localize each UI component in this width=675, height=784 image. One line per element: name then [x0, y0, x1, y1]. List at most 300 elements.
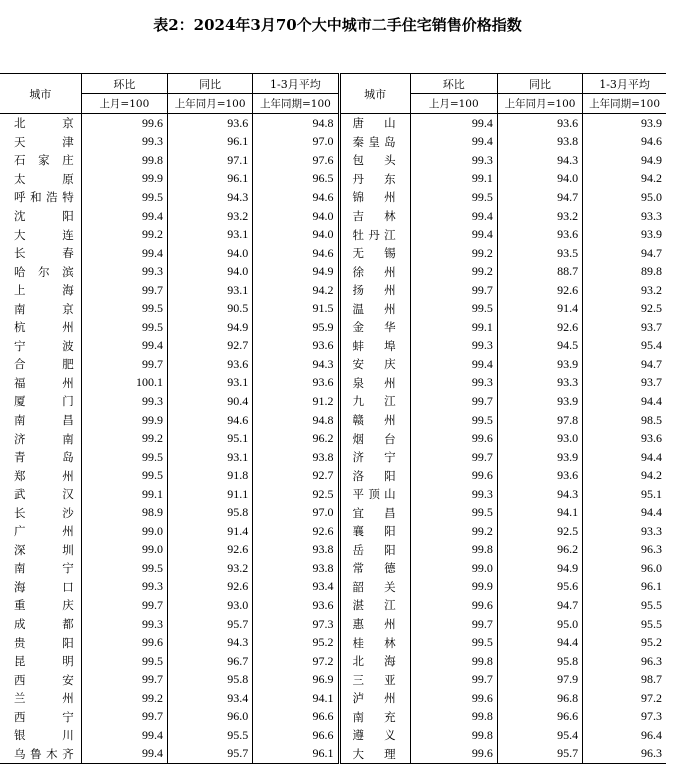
city-cell: 北京: [14, 116, 74, 131]
city-cell: 哈尔滨: [14, 264, 74, 279]
yoy-cell: 93.1: [168, 448, 253, 467]
col-base-mom: 上月=100: [81, 94, 167, 114]
mom-cell: 99.7: [410, 670, 497, 689]
yoy-cell: 93.2: [168, 559, 253, 578]
mom-cell: 99.7: [81, 355, 167, 374]
city-cell: 南昌: [14, 413, 74, 428]
yoy-cell: 92.6: [168, 541, 253, 560]
col-base-avg-right: 上年同期=100: [583, 94, 666, 114]
city-cell: 徐州: [339, 262, 410, 281]
yoy-cell: 92.5: [497, 522, 582, 541]
mom-cell: 99.5: [81, 652, 167, 671]
yoy-cell: 94.6: [168, 411, 253, 430]
city-cell: 银川: [14, 728, 74, 743]
table-row: [0, 670, 666, 689]
avg-cell: 95.9: [253, 318, 339, 337]
mom-cell: 98.9: [81, 503, 167, 522]
table-row: [0, 652, 666, 671]
mom-cell: 99.7: [410, 281, 497, 300]
mom-cell: 99.3: [81, 392, 167, 411]
mom-cell: 99.8: [410, 708, 497, 727]
mom-cell: 99.3: [410, 151, 497, 170]
city-cell: 沈阳: [14, 209, 74, 223]
col-header-city: 城市: [0, 74, 81, 114]
mom-cell: 99.2: [410, 244, 497, 263]
avg-cell: 96.2: [253, 429, 339, 448]
mom-cell: 99.4: [81, 244, 167, 263]
yoy-cell: 95.5: [168, 726, 253, 745]
city-cell: 太原: [14, 171, 74, 186]
table-row: [0, 337, 666, 356]
mom-cell: 99.6: [410, 466, 497, 485]
table-row: [0, 133, 666, 152]
avg-cell: 93.3: [583, 522, 666, 541]
avg-cell: 97.3: [253, 615, 339, 634]
mom-cell: 99.3: [81, 615, 167, 634]
yoy-cell: 96.1: [168, 170, 253, 189]
avg-cell: 97.2: [583, 689, 666, 708]
avg-cell: 94.4: [583, 448, 666, 467]
avg-cell: 96.3: [583, 652, 666, 671]
city-cell: 惠州: [339, 615, 410, 634]
header-row-base: [0, 94, 666, 114]
yoy-cell: 97.9: [497, 670, 582, 689]
yoy-cell: 93.6: [168, 114, 253, 133]
city-cell: 唐山: [339, 114, 410, 133]
mom-cell: 99.5: [81, 559, 167, 578]
mom-cell: 99.6: [81, 114, 167, 133]
mom-cell: 99.2: [410, 262, 497, 281]
table-row: [0, 299, 666, 318]
yoy-cell: 95.6: [497, 578, 582, 597]
col-header-yoy-right: 同比: [497, 74, 582, 94]
yoy-cell: 93.6: [497, 225, 582, 244]
city-cell: 赣州: [339, 411, 410, 430]
city-cell: 宁波: [14, 338, 74, 353]
col-base-yoy: 上年同月=100: [168, 94, 253, 114]
yoy-cell: 94.1: [497, 503, 582, 522]
avg-cell: 96.6: [253, 708, 339, 727]
avg-cell: 96.9: [253, 670, 339, 689]
city-cell: 蚌埠: [339, 337, 410, 356]
yoy-cell: 94.3: [497, 151, 582, 170]
avg-cell: 96.6: [253, 726, 339, 745]
table-row: [0, 559, 666, 578]
yoy-cell: 93.6: [168, 355, 253, 374]
avg-cell: 94.6: [583, 133, 666, 152]
avg-cell: 92.5: [253, 485, 339, 504]
city-cell: 合肥: [14, 357, 74, 372]
city-cell: 襄阳: [339, 522, 410, 541]
yoy-cell: 96.2: [497, 541, 582, 560]
mom-cell: 99.7: [410, 392, 497, 411]
yoy-cell: 93.5: [497, 244, 582, 263]
mom-cell: 99.2: [410, 522, 497, 541]
city-cell: 昆明: [14, 654, 74, 669]
city-cell: 兰州: [14, 691, 74, 706]
avg-cell: 94.8: [253, 114, 339, 133]
yoy-cell: 93.2: [168, 207, 253, 226]
avg-cell: 98.5: [583, 411, 666, 430]
yoy-cell: 95.8: [168, 503, 253, 522]
city-cell: 济南: [14, 431, 74, 446]
table-row: [0, 466, 666, 485]
avg-cell: 93.8: [253, 448, 339, 467]
table-row: [0, 411, 666, 430]
table-row: [0, 188, 666, 207]
city-cell: 三亚: [339, 670, 410, 689]
city-cell: 韶关: [339, 578, 410, 597]
yoy-cell: 95.0: [497, 615, 582, 634]
table-row: [0, 726, 666, 745]
mom-cell: 99.3: [81, 262, 167, 281]
city-cell: 广州: [14, 524, 74, 539]
mom-cell: 99.8: [410, 541, 497, 560]
mom-cell: 99.5: [81, 466, 167, 485]
mom-cell: 99.8: [410, 726, 497, 745]
table-row: [0, 207, 666, 226]
avg-cell: 93.6: [583, 429, 666, 448]
col-header-avg-right: 1-3月平均: [583, 74, 666, 94]
table-row: [0, 429, 666, 448]
avg-cell: 95.2: [253, 633, 339, 652]
city-cell: 深圳: [14, 542, 74, 557]
avg-cell: 93.7: [583, 318, 666, 337]
city-cell: 上海: [14, 283, 74, 298]
table-row: [0, 170, 666, 189]
table-row: [0, 485, 666, 504]
avg-cell: 93.9: [583, 225, 666, 244]
col-header-avg: 1-3月平均: [253, 74, 339, 94]
yoy-cell: 93.0: [168, 596, 253, 615]
city-cell: 包头: [339, 151, 410, 170]
yoy-cell: 93.8: [497, 133, 582, 152]
yoy-cell: 91.8: [168, 466, 253, 485]
avg-cell: 97.0: [253, 133, 339, 152]
mom-cell: 99.5: [81, 188, 167, 207]
avg-cell: 94.4: [583, 392, 666, 411]
city-cell: 南充: [339, 708, 410, 727]
mom-cell: 99.5: [410, 633, 497, 652]
yoy-cell: 96.1: [168, 133, 253, 152]
avg-cell: 94.0: [253, 225, 339, 244]
yoy-cell: 94.0: [168, 262, 253, 281]
city-cell: 呼和浩特: [14, 190, 74, 205]
mom-cell: 99.5: [81, 299, 167, 318]
yoy-cell: 95.1: [168, 429, 253, 448]
yoy-cell: 93.1: [168, 225, 253, 244]
avg-cell: 94.1: [253, 689, 339, 708]
table-row: [0, 244, 666, 263]
city-cell: 锦州: [339, 188, 410, 207]
yoy-cell: 93.9: [497, 448, 582, 467]
yoy-cell: 92.7: [168, 337, 253, 356]
mom-cell: 99.1: [410, 318, 497, 337]
mom-cell: 99.8: [81, 151, 167, 170]
mom-cell: 99.3: [410, 374, 497, 393]
mom-cell: 99.7: [81, 596, 167, 615]
avg-cell: 93.8: [253, 541, 339, 560]
mom-cell: 99.6: [410, 429, 497, 448]
col-header-yoy: 同比: [168, 74, 253, 94]
yoy-cell: 90.5: [168, 299, 253, 318]
city-cell: 无锡: [339, 244, 410, 263]
avg-cell: 93.9: [583, 114, 666, 133]
mom-cell: 99.4: [81, 207, 167, 226]
avg-cell: 98.7: [583, 670, 666, 689]
avg-cell: 94.2: [583, 170, 666, 189]
avg-cell: 96.0: [583, 559, 666, 578]
yoy-cell: 93.6: [497, 114, 582, 133]
avg-cell: 97.0: [253, 503, 339, 522]
col-header-mom: 环比: [81, 74, 167, 94]
table-row: [0, 633, 666, 652]
yoy-cell: 93.4: [168, 689, 253, 708]
city-cell: 杭州: [14, 320, 74, 335]
avg-cell: 94.7: [583, 244, 666, 263]
avg-cell: 93.8: [253, 559, 339, 578]
city-cell: 吉林: [339, 207, 410, 226]
table-row: [0, 615, 666, 634]
avg-cell: 93.7: [583, 374, 666, 393]
yoy-cell: 91.1: [168, 485, 253, 504]
yoy-cell: 94.3: [168, 188, 253, 207]
avg-cell: 94.6: [253, 244, 339, 263]
avg-cell: 94.4: [583, 503, 666, 522]
city-cell: 泸州: [339, 689, 410, 708]
avg-cell: 96.1: [583, 578, 666, 597]
yoy-cell: 95.8: [497, 652, 582, 671]
table-row: [0, 541, 666, 560]
table-row: [0, 596, 666, 615]
mom-cell: 99.8: [410, 652, 497, 671]
yoy-cell: 92.6: [168, 578, 253, 597]
mom-cell: 99.2: [81, 225, 167, 244]
table-row: [0, 578, 666, 597]
mom-cell: 99.5: [81, 448, 167, 467]
yoy-cell: 93.1: [168, 374, 253, 393]
city-cell: 秦皇岛: [339, 133, 410, 152]
mom-cell: 99.6: [410, 596, 497, 615]
yoy-cell: 96.6: [497, 708, 582, 727]
mom-cell: 99.4: [410, 133, 497, 152]
avg-cell: 92.7: [253, 466, 339, 485]
avg-cell: 92.6: [253, 522, 339, 541]
yoy-cell: 94.7: [497, 596, 582, 615]
table-row: [0, 448, 666, 467]
mom-cell: 99.4: [410, 114, 497, 133]
avg-cell: 91.2: [253, 392, 339, 411]
city-cell: 大理: [339, 745, 410, 764]
yoy-cell: 96.0: [168, 708, 253, 727]
city-cell: 泉州: [339, 374, 410, 393]
city-cell: 安庆: [339, 355, 410, 374]
yoy-cell: 95.4: [497, 726, 582, 745]
col-base-yoy-right: 上年同月=100: [497, 94, 582, 114]
city-cell: 南宁: [14, 561, 74, 576]
avg-cell: 97.3: [583, 708, 666, 727]
avg-cell: 93.4: [253, 578, 339, 597]
mom-cell: 99.3: [410, 337, 497, 356]
city-cell: 郑州: [14, 468, 74, 483]
avg-cell: 96.3: [583, 745, 666, 764]
avg-cell: 96.4: [583, 726, 666, 745]
city-cell: 西宁: [14, 709, 74, 724]
city-cell: 天津: [14, 134, 74, 149]
table-row: [0, 225, 666, 244]
yoy-cell: 95.7: [497, 745, 582, 764]
yoy-cell: 95.7: [168, 745, 253, 764]
city-cell: 乌鲁木齐: [0, 745, 81, 764]
mom-cell: 99.5: [410, 299, 497, 318]
avg-cell: 94.0: [253, 207, 339, 226]
city-cell: 岳阳: [339, 541, 410, 560]
avg-cell: 95.0: [583, 188, 666, 207]
mom-cell: 99.7: [410, 615, 497, 634]
table-row: [0, 689, 666, 708]
avg-cell: 93.6: [253, 374, 339, 393]
yoy-cell: 93.6: [497, 466, 582, 485]
table-row: [0, 708, 666, 727]
col-header-mom-right: 环比: [410, 74, 497, 94]
mom-cell: 99.5: [410, 503, 497, 522]
avg-cell: 94.3: [253, 355, 339, 374]
city-cell: 海口: [14, 579, 74, 594]
mom-cell: 99.1: [410, 170, 497, 189]
mom-cell: 99.2: [81, 689, 167, 708]
mom-cell: 99.9: [81, 411, 167, 430]
avg-cell: 95.4: [583, 337, 666, 356]
avg-cell: 93.6: [253, 337, 339, 356]
mom-cell: 99.5: [410, 188, 497, 207]
yoy-cell: 96.8: [497, 689, 582, 708]
yoy-cell: 94.7: [497, 188, 582, 207]
mom-cell: 99.0: [410, 559, 497, 578]
col-base-mom-right: 上月=100: [410, 94, 497, 114]
mom-cell: 99.3: [81, 578, 167, 597]
avg-cell: 95.5: [583, 596, 666, 615]
avg-cell: 95.5: [583, 615, 666, 634]
mom-cell: 99.7: [81, 281, 167, 300]
mom-cell: 99.7: [81, 670, 167, 689]
header-row-main: [0, 74, 666, 94]
avg-cell: 97.6: [253, 151, 339, 170]
yoy-cell: 94.0: [168, 244, 253, 263]
city-cell: 成都: [14, 617, 74, 632]
city-cell: 青岛: [14, 450, 74, 465]
table-row: [0, 318, 666, 337]
avg-cell: 94.6: [253, 188, 339, 207]
yoy-cell: 97.1: [168, 151, 253, 170]
yoy-cell: 91.4: [497, 299, 582, 318]
city-cell: 牡丹江: [339, 225, 410, 244]
table-row: [0, 114, 666, 133]
avg-cell: 96.5: [253, 170, 339, 189]
avg-cell: 94.2: [583, 466, 666, 485]
yoy-cell: 91.4: [168, 522, 253, 541]
avg-cell: 97.2: [253, 652, 339, 671]
city-cell: 福州: [14, 375, 74, 390]
table-row: [0, 281, 666, 300]
avg-cell: 89.8: [583, 262, 666, 281]
city-cell: 金华: [339, 318, 410, 337]
yoy-cell: 94.9: [497, 559, 582, 578]
table-row: [0, 503, 666, 522]
mom-cell: 99.7: [410, 448, 497, 467]
city-cell: 湛江: [339, 596, 410, 615]
mom-cell: 99.7: [81, 708, 167, 727]
avg-cell: 96.1: [253, 745, 339, 764]
mom-cell: 99.4: [81, 745, 167, 764]
city-cell: 宜昌: [339, 503, 410, 522]
yoy-cell: 92.6: [497, 281, 582, 300]
yoy-cell: 94.3: [497, 485, 582, 504]
yoy-cell: 94.4: [497, 633, 582, 652]
mom-cell: 99.4: [81, 726, 167, 745]
mom-cell: 99.9: [81, 170, 167, 189]
city-cell: 重庆: [14, 598, 74, 613]
avg-cell: 94.8: [253, 411, 339, 430]
avg-cell: 92.5: [583, 299, 666, 318]
yoy-cell: 96.7: [168, 652, 253, 671]
city-cell: 武汉: [14, 487, 74, 502]
mom-cell: 99.3: [410, 485, 497, 504]
yoy-cell: 93.0: [497, 429, 582, 448]
city-cell: 桂林: [339, 633, 410, 652]
yoy-cell: 93.9: [497, 392, 582, 411]
yoy-cell: 93.3: [497, 374, 582, 393]
mom-cell: 99.5: [81, 318, 167, 337]
mom-cell: 99.6: [410, 745, 497, 764]
avg-cell: 93.2: [583, 281, 666, 300]
page-title: 表2：2024年3月70个大中城市二手住宅销售价格指数: [153, 16, 522, 34]
mom-cell: 99.9: [410, 578, 497, 597]
yoy-cell: 94.3: [168, 633, 253, 652]
city-cell: 西安: [14, 672, 74, 687]
city-cell: 温州: [339, 299, 410, 318]
mom-cell: 99.5: [410, 411, 497, 430]
price-index-table: [0, 73, 666, 764]
city-cell: 烟台: [339, 429, 410, 448]
mom-cell: 99.4: [410, 355, 497, 374]
yoy-cell: 95.7: [168, 615, 253, 634]
mom-cell: 99.0: [81, 541, 167, 560]
avg-cell: 94.9: [583, 151, 666, 170]
avg-cell: 94.7: [583, 355, 666, 374]
city-cell: 九江: [339, 392, 410, 411]
city-cell: 济宁: [339, 448, 410, 467]
mom-cell: 99.2: [81, 429, 167, 448]
mom-cell: 99.4: [410, 225, 497, 244]
city-cell: 遵义: [339, 726, 410, 745]
avg-cell: 94.2: [253, 281, 339, 300]
yoy-cell: 93.9: [497, 355, 582, 374]
table-row: [0, 262, 666, 281]
city-cell: 扬州: [339, 281, 410, 300]
yoy-cell: 94.0: [497, 170, 582, 189]
mom-cell: 99.4: [81, 337, 167, 356]
avg-cell: 94.9: [253, 262, 339, 281]
table-row: [0, 392, 666, 411]
yoy-cell: 90.4: [168, 392, 253, 411]
table-row: [0, 745, 666, 764]
yoy-cell: 97.8: [497, 411, 582, 430]
city-cell: 大连: [14, 227, 74, 242]
mom-cell: 99.1: [81, 485, 167, 504]
yoy-cell: 88.7: [497, 262, 582, 281]
city-cell: 常德: [339, 559, 410, 578]
mom-cell: 100.1: [81, 374, 167, 393]
